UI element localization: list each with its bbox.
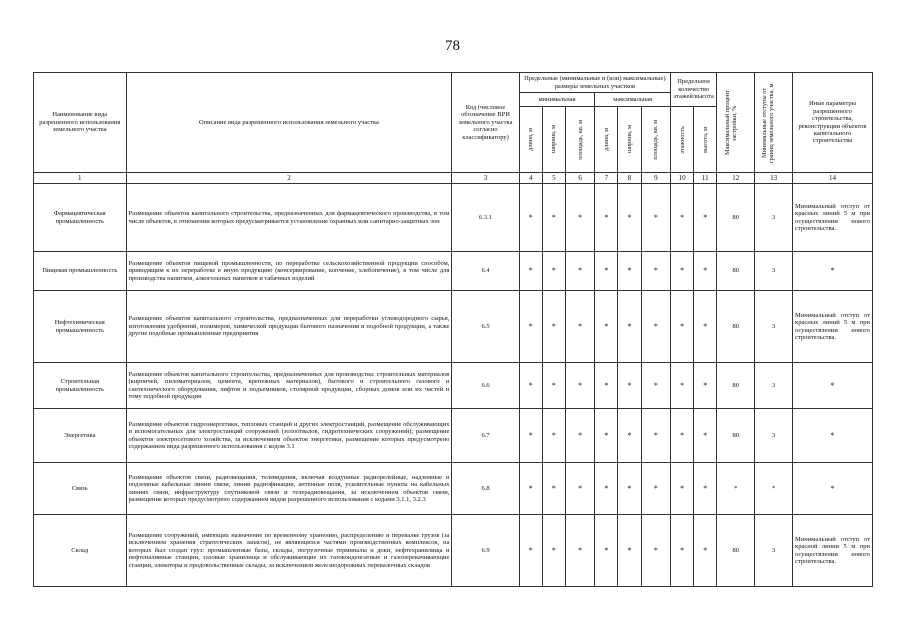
table-row	[34, 463, 873, 515]
column-numbers-row	[34, 173, 873, 184]
row-description: Размещение объектов капитального строительства, предназначенных для фармацевтического производства, в том числе объектов, в отношении которых предусматривается установление охранных или санитарно-защитных зон	[126, 184, 452, 252]
header-max-length: длина, м	[595, 107, 618, 173]
row-name: Нефтехимическая промышленность	[34, 291, 127, 363]
row-name: Пищевая промышленность	[34, 252, 127, 291]
row-max-length: *	[595, 184, 618, 252]
row-max-length: *	[595, 463, 618, 515]
header-other-params: Иные параметры разрешенного строительства, реконструкции объектов капитального строительства	[793, 73, 873, 173]
col-number: 1	[34, 173, 127, 184]
table-row	[34, 363, 873, 409]
row-name: Энергетика	[34, 409, 127, 463]
row-code: 6.6	[452, 363, 519, 409]
header-floors-group: Предельное количество этажей/высота	[671, 73, 717, 107]
row-max-percent: 80	[717, 409, 755, 463]
col-number: 7	[595, 173, 618, 184]
row-max-area: *	[641, 409, 670, 463]
col-number: 9	[641, 173, 670, 184]
col-number: 4	[519, 173, 542, 184]
row-description: Размещение объектов связи, радиовещания, телевидения, включая воздушные радиорелейные, надземные и подземные кабельные линии связи, линии радиофикации, антенные поля, усилительные пункты на кабельных линиях связи, инфраструктуру спутниковой связи и телерадиовещания, за исключением объектов связи, размещение которых предусмотрено содержанием видов разрешенного использования с кодами 3.1.1, 3.2.3	[126, 463, 452, 515]
row-min-setback: 3	[755, 184, 793, 252]
row-max-area: *	[641, 363, 670, 409]
row-height: *	[694, 184, 717, 252]
row-name: Фармацевтическая промышленность	[34, 184, 127, 252]
row-max-length: *	[595, 252, 618, 291]
row-description: Размещение объектов капитального строительства, предназначенных для производства: строительных материалов (кирпичей, пиломатериалов, цемента, крепежных материалов), бытового и строительного газового и сантехнического оборудования, лифтов и подъемников, столярной продукции, сборных домов или их частей и тому подобной продукции	[126, 363, 452, 409]
row-max-percent: 80	[717, 252, 755, 291]
row-min-setback: 3	[755, 515, 793, 587]
table-row	[34, 291, 873, 363]
row-min-area: *	[565, 184, 594, 252]
row-max-percent: 80	[717, 291, 755, 363]
row-floors: *	[671, 252, 694, 291]
row-min-length: *	[519, 409, 542, 463]
row-min-area: *	[565, 252, 594, 291]
row-min-length: *	[519, 184, 542, 252]
col-number: 8	[618, 173, 641, 184]
row-floors: *	[671, 184, 694, 252]
table-row	[34, 409, 873, 463]
row-max-width: *	[618, 363, 641, 409]
row-min-setback: 3	[755, 252, 793, 291]
row-other-params: *	[793, 252, 873, 291]
col-number: 13	[755, 173, 793, 184]
header-min-setback: Минимальные отступы от границ земельного участка, м	[755, 73, 793, 173]
row-min-length: *	[519, 363, 542, 409]
row-name: Склад	[34, 515, 127, 587]
row-max-length: *	[595, 409, 618, 463]
col-number: 2	[126, 173, 452, 184]
row-name: Строительная промышленность	[34, 363, 127, 409]
row-description: Размещение объектов пищевой промышленности, по переработке сельскохозяйственной продукции способом, приводящим к их переработке в иную продукцию (консервирование, копчение, хлебопечение), в том числе для производства напитков, алкогольных напитков и табачных изделий	[126, 252, 452, 291]
row-min-width: *	[542, 409, 565, 463]
col-number: 14	[793, 173, 873, 184]
row-min-length: *	[519, 291, 542, 363]
header-min: минимальная	[519, 93, 595, 107]
page-number: 78	[445, 38, 460, 54]
table-row	[34, 184, 873, 252]
row-max-area: *	[641, 515, 670, 587]
header-code: Код (числовое обозначение ВРИ земельного участка согласно классификатору)	[452, 73, 519, 173]
row-min-area: *	[565, 363, 594, 409]
row-min-length: *	[519, 252, 542, 291]
header-min-length: длина, м	[519, 107, 542, 173]
row-max-area: *	[641, 252, 670, 291]
col-number: 5	[542, 173, 565, 184]
row-max-length: *	[595, 515, 618, 587]
row-min-area: *	[565, 463, 594, 515]
row-other-params: Минимальный отступ от красной линии 5 м при осуществлении нового строительства.	[793, 515, 873, 587]
header-size-group: Предельные (минимальные и (или) максимальные) размеры земельных участков	[519, 73, 670, 93]
row-min-area: *	[565, 409, 594, 463]
row-min-setback: 3	[755, 291, 793, 363]
row-name: Связь	[34, 463, 127, 515]
row-max-percent: 80	[717, 515, 755, 587]
header-floors: этажность	[671, 107, 694, 173]
row-min-area: *	[565, 291, 594, 363]
header-height: высота, м	[694, 107, 717, 173]
row-description: Размещение сооружений, имеющих назначение по временному хранению, распределению и перевалке грузов (за исключением хранения стратегических запасов), не являющихся частями производственных комплексов, на которых был создан груз: промышленные базы, склады, погрузочные терминалы и доки, нефтехранилища и нефтеналивные станции, газовые хранилища и обслуживающие их газоконденсатные и газоперекачивающие станции, элеваторы и продовольственные склады, за исключением железнодорожных перевалочных складов	[126, 515, 452, 587]
table-row	[34, 515, 873, 587]
row-min-width: *	[542, 363, 565, 409]
col-number: 11	[694, 173, 717, 184]
row-floors: *	[671, 363, 694, 409]
header-description: Описание вида разрешенного использования земельного участка	[126, 73, 452, 173]
row-description: Размещение объектов капитального строительства, предназначенных для переработки углеводородного сырья, изготовления удобрений, полимеров, химической продукции бытового назначения и подобной продукции, а также другие подобные промышленные предприятия	[126, 291, 452, 363]
header-max: максимальная	[595, 93, 671, 107]
row-floors: *	[671, 291, 694, 363]
row-max-width: *	[618, 252, 641, 291]
row-code: 6.9	[452, 515, 519, 587]
header-max-area: площадь, кв. м	[641, 107, 670, 173]
row-min-width: *	[542, 463, 565, 515]
row-min-width: *	[542, 515, 565, 587]
table-row	[34, 252, 873, 291]
row-height: *	[694, 252, 717, 291]
col-number: 6	[565, 173, 594, 184]
header-max-width: ширина, м	[618, 107, 641, 173]
row-code: 6.4	[452, 252, 519, 291]
row-min-width: *	[542, 252, 565, 291]
header-max-percent: Максимальный процент застройки, %	[717, 73, 755, 173]
col-number: 3	[452, 173, 519, 184]
land-use-table	[33, 72, 873, 587]
row-min-width: *	[542, 184, 565, 252]
row-code: 6.5	[452, 291, 519, 363]
row-max-percent: 80	[717, 184, 755, 252]
row-other-params: *	[793, 463, 873, 515]
row-floors: *	[671, 515, 694, 587]
row-floors: *	[671, 409, 694, 463]
row-min-setback: *	[755, 463, 793, 515]
row-min-width: *	[542, 291, 565, 363]
header-min-area: площадь, кв. м	[565, 107, 594, 173]
row-max-width: *	[618, 463, 641, 515]
row-min-length: *	[519, 515, 542, 587]
row-floors: *	[671, 463, 694, 515]
row-min-area: *	[565, 515, 594, 587]
row-height: *	[694, 291, 717, 363]
row-height: *	[694, 363, 717, 409]
row-other-params: Минимальный отступ от красных линий 5 м при осуществлении нового строительства.	[793, 291, 873, 363]
row-max-width: *	[618, 184, 641, 252]
header-name: Наименование вида разрешенного использования земельного участка	[34, 73, 127, 173]
row-max-area: *	[641, 291, 670, 363]
row-max-area: *	[641, 463, 670, 515]
row-description: Размещение объектов гидроэнергетики, тепловых станций и других электростанций, размещение обслуживающих и вспомогательных для электростанций сооружений (золоотвалов, гидротехнических сооружений); размещение объектов электросетевого хозяйства, за исключением объектов энергетики, размещение которых предусмотрено содержанием вида разрешенного использования с кодом 3.1	[126, 409, 452, 463]
col-number: 10	[671, 173, 694, 184]
row-max-percent: *	[717, 463, 755, 515]
row-other-params: Минимальный отступ от красных линий 5 м при осуществлении нового строительства.	[793, 184, 873, 252]
row-max-area: *	[641, 184, 670, 252]
row-height: *	[694, 409, 717, 463]
row-min-setback: 3	[755, 409, 793, 463]
row-height: *	[694, 463, 717, 515]
col-number: 12	[717, 173, 755, 184]
row-max-width: *	[618, 409, 641, 463]
row-other-params: *	[793, 363, 873, 409]
row-height: *	[694, 515, 717, 587]
row-code: 6.7	[452, 409, 519, 463]
row-other-params: *	[793, 409, 873, 463]
row-max-percent: 80	[717, 363, 755, 409]
row-min-length: *	[519, 463, 542, 515]
row-min-setback: 3	[755, 363, 793, 409]
header-min-width: ширина, м	[542, 107, 565, 173]
row-code: 6.3.1	[452, 184, 519, 252]
row-max-width: *	[618, 515, 641, 587]
row-max-length: *	[595, 291, 618, 363]
row-max-width: *	[618, 291, 641, 363]
row-code: 6.8	[452, 463, 519, 515]
row-max-length: *	[595, 363, 618, 409]
